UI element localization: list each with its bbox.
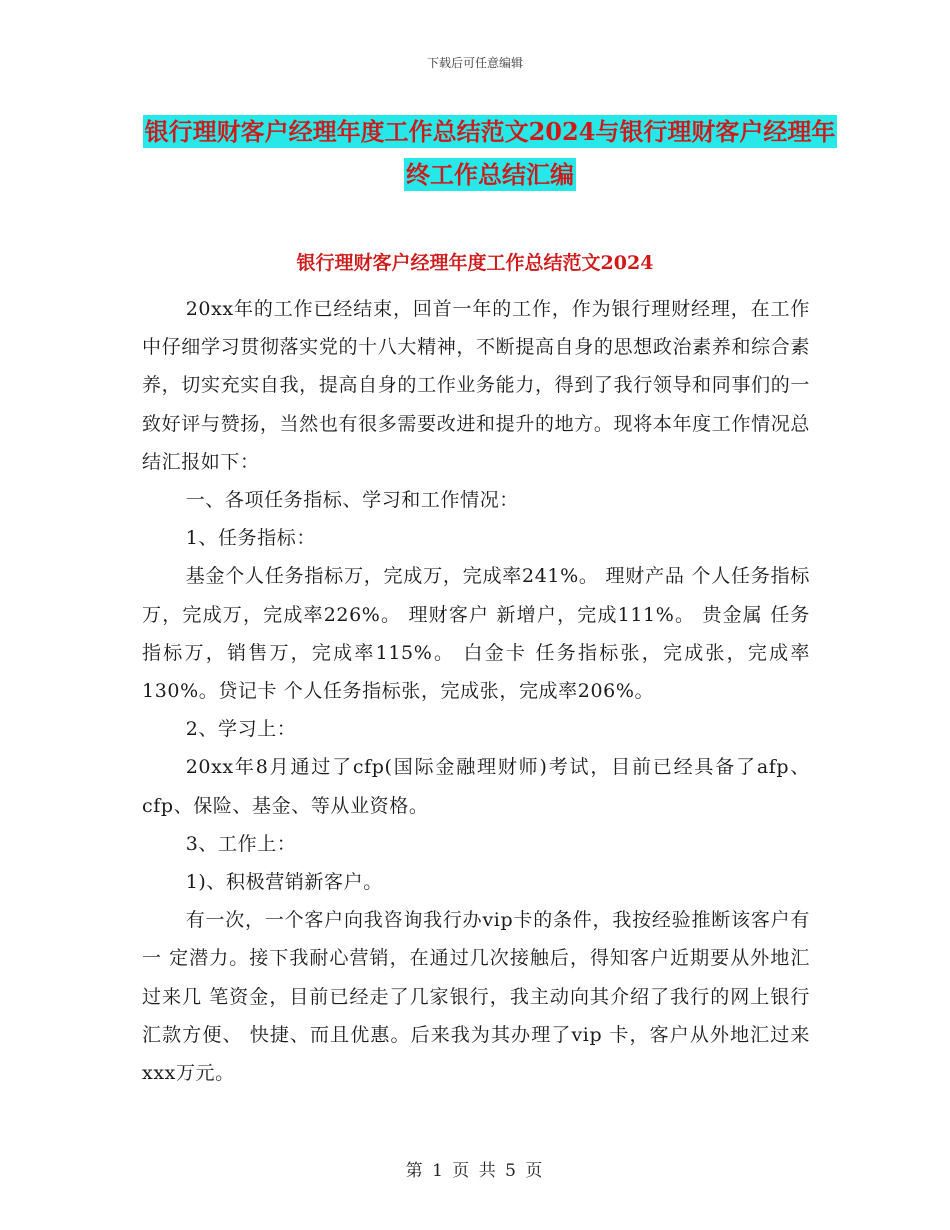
heading-work: 3、工作上： — [185, 832, 297, 855]
paragraph-new-customers: 有一次，一个客户向我咨询我行办vip卡的条件，我按经验推断该客户有一 定潜力。接下我耐心营销，在通过几次接触后，得知客户近期要从外地汇过来几 笔资金，目前已经走了几家银行，我主动向其介绍了我行的网上银行汇款方便、 快捷、而且优惠。后来我为其办理了vip 卡，客户从外地汇过来xxx万元。 — [142, 909, 810, 1085]
document-main-title — [140, 110, 840, 196]
document-section-title: 银行理财客户经理年度工作总结范文2024 — [296, 252, 654, 274]
main-title-text: 银行理财客户经理年度工作总结范文2024与银行理财客户经理年终工作总结汇编 — [144, 117, 836, 189]
document-body — [142, 290, 810, 1092]
heading-study: 2、学习上： — [185, 718, 297, 741]
paragraph-intro: 20xx年的工作已经结束，回首一年的工作，作为银行理财经理，在工作中仔细学习贯彻落实党的十八大精神，不断提高自身的思想政治素养和综合素养，切实充实自我，提高自身的工作业务能力，得到了我行领导和同事们的一致好评与赞扬，当然也有很多需要改进和提升的地方。现将本年度工作情况总结汇报如下： — [142, 298, 810, 473]
paragraph-study: 20xx年8月通过了cfp(国际金融理财师)考试，目前已经具备了afp、 cfp、保险、基金、等从业资格。 — [142, 756, 810, 817]
paragraph-task-indicators: 基金个人任务指标万，完成万，完成率241%。 理财产品 个人任务指标万，完成万，完成率226%。 理财客户 新增户，完成111%。 贵金属 任务指标万，销售万，完成率115%。 白金卡 任务指标张，完成张，完成率130%。贷记卡 个人任务指标张，完成张，完成率206%。 — [142, 565, 810, 703]
page-header-note: 下载后可任意编辑 — [426, 56, 523, 70]
heading-new-customers: 1)、积极营销新客户。 — [185, 871, 383, 894]
page-footer-indicator: 第 1 页 共 5 页 — [405, 1161, 545, 1181]
heading-task-indicators: 1、任务指标： — [185, 527, 316, 550]
heading-section-1: 一、各项任务指标、学习和工作情况： — [185, 489, 519, 512]
